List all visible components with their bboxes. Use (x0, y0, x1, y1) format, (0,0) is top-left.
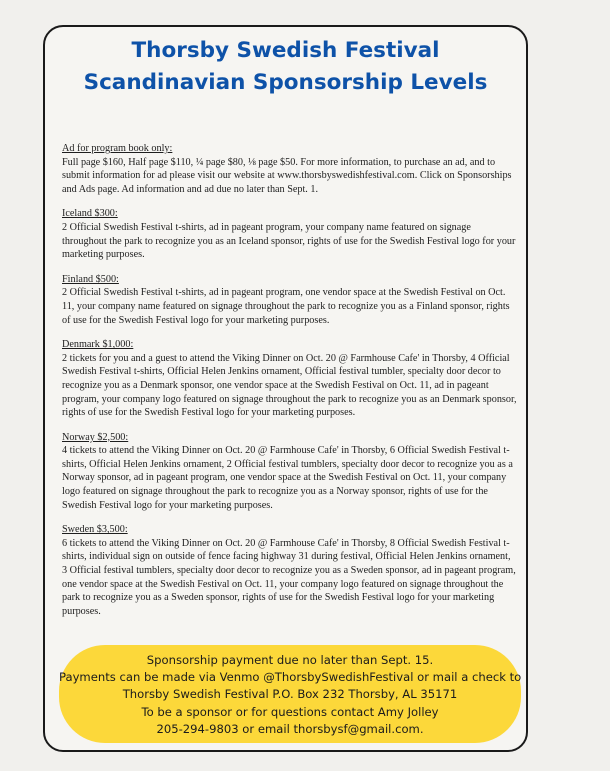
level-heading: Finland $500: (62, 273, 119, 285)
level-description: 2 Official Swedish Festival t-shirts, ad in pageant program, one vendor space at the Swedish Festival on Oct. 11, your company name featured on signage throughout the park to recognize you as a Finland sponsor, rights of use for the Swedish Festival logo for your marketing purposes. (62, 287, 510, 326)
level-norway (62, 431, 518, 513)
level-heading: Norway $2,500: (62, 431, 129, 443)
level-description: Full page $160, Half page $110, ¼ page $80, ⅛ page $50. For more information, to purchase an ad, and to submit information for ad please visit our website at www.thorsbyswedishfestival.com. Click on Sponsorships and Ads page. Ad information and ad due no later than Sept. 1. (62, 156, 512, 195)
level-description: 6 tickets to attend the Viking Dinner on Oct. 20 @ Farmhouse Cafe' in Thorsby, 8 Official Swedish Festival t-shirts, individual sign on outside of fence facing highway 31 during festival, Official Helen Jenkins ornament, 3 Official festival tumblers, specialty door decor to recognize you as a Sweden sponsor, ad in pageant program, one vendor space at the Swedish Festival on Oct. 11, your company logo featured on signage throughout the park to recognize you as a Sweden sponsor, rights of use for the Swedish Festival logo for your marketing purposes. (62, 537, 516, 617)
level-heading: Iceland $300: (62, 208, 118, 220)
level-iceland (62, 207, 518, 261)
payment-deadline: Sponsorship payment due no later than Sept. 15. (146, 653, 434, 667)
level-heading: Ad for program book only: (62, 143, 173, 154)
contact-phone-email: 205-294-9803 or email thorsbysf@gmail.com. (156, 721, 424, 736)
level-description: 2 Official Swedish Festival t-shirts, ad in pageant program, your company name featured on signage throughout the park to recognize you as an Iceland sponsor, rights of use for the Swedish Festival logo for your marketing purposes. (62, 221, 516, 261)
level-heading: Denmark $1,000: (62, 339, 134, 351)
level-description: 4 tickets to attend the Viking Dinner on Oct. 20 @ Farmhouse Cafe' in Thorsby, 6 Official Swedish Festival t-shirts, Official Helen Jenkins ornament, 2 Official festival tumblers, specialty door decor to recognize you as a Norway sponsor, ad in pageant program, one vendor space at the Swedish Festival on Oct. 11, your company logo featured on signage throughout the park to recognize you as a Norway sponsor, rights of use for the Swedish Festival logo for your marketing purposes. (62, 445, 513, 511)
contact-person: To be a sponsor or for questions contact Amy Jolley (141, 704, 439, 719)
level-finland (62, 273, 518, 327)
mailing-address: Thorsby Swedish Festival P.O. Box 232 Thorsby, AL 35171 (122, 687, 458, 702)
level-ad-program-book (62, 142, 518, 196)
level-description: 2 tickets for you and a guest to attend the Viking Dinner on Oct. 20 @ Farmhouse Cafe' in Thorsby, 4 Official Swedish Festival t-shirts, Official Helen Jenkins ornament, Official festival tumbler, specialty door decor to recognize you as a Denmark sponsor, one vendor space at the Swedish Festival on Oct. 11, ad in pageant program, your company logo featured on signage throughout the park to recognize you as an Denmark sponsor, rights of use for the Swedish Festival logo for your marketing purposes. (62, 352, 517, 419)
page-title: Thorsby Swedish Festival (131, 38, 440, 63)
sponsorship-card (43, 25, 528, 752)
payment-info-box (59, 645, 521, 743)
level-heading: Sweden $3,500: (62, 524, 128, 536)
level-sweden (62, 523, 518, 618)
level-denmark (62, 338, 518, 420)
payment-methods: Payments can be made via Venmo @ThorsbySwedishFestival or mail a check to (59, 670, 522, 685)
page-subtitle: Scandinavian Sponsorship Levels (83, 70, 488, 95)
sponsorship-levels-list (62, 142, 518, 629)
